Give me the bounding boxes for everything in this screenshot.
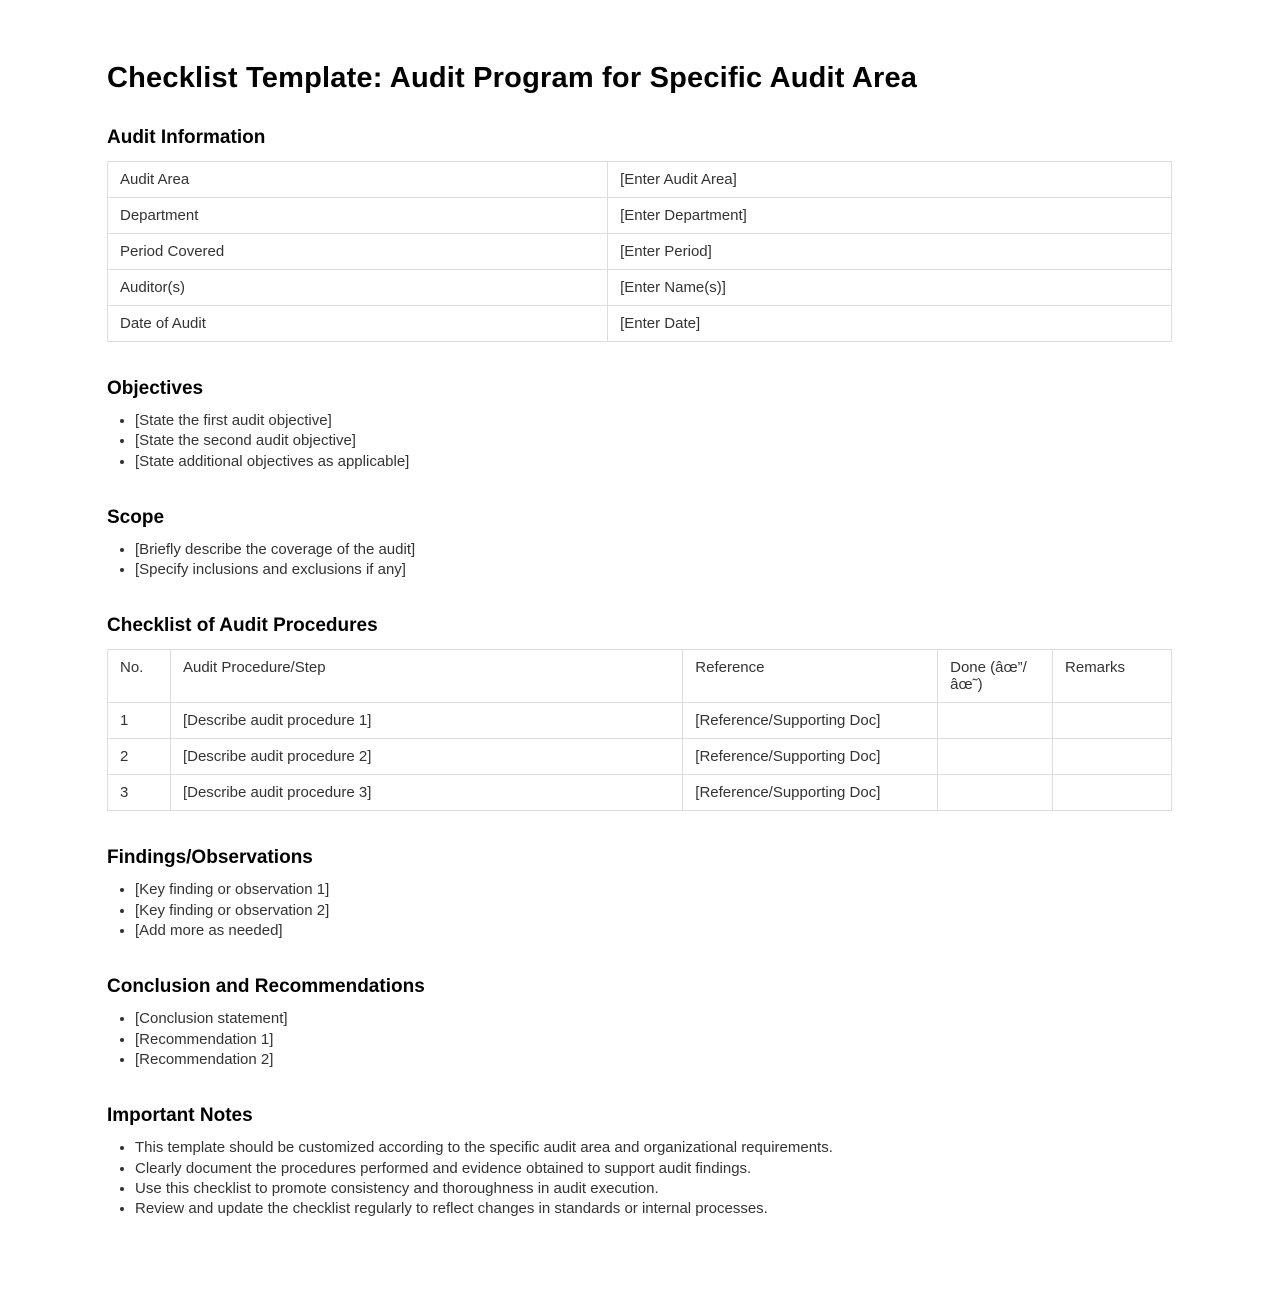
findings-list (107, 881, 1172, 940)
list-item: • Use this checklist to promote consistency and thoroughness in audit execution. (135, 1180, 1172, 1198)
info-value: [Enter Name(s)] (608, 270, 1172, 306)
section-audit-information (107, 127, 1172, 342)
cell-done (938, 739, 1053, 775)
list-item: • [State the first audit objective] (135, 412, 1172, 430)
list-item: • [Specify inclusions and exclusions if any] (135, 561, 1172, 579)
table-row (108, 198, 1172, 234)
list-item: • [Key finding or observation 1] (135, 881, 1172, 899)
cell-reference: [Reference/Supporting Doc] (683, 703, 938, 739)
cell-step: [Describe audit procedure 3] (170, 775, 682, 811)
column-header-no: No. (108, 650, 171, 703)
section-important-notes (107, 1105, 1172, 1218)
table-row (108, 162, 1172, 198)
table-row (108, 306, 1172, 342)
section-procedures (107, 615, 1172, 811)
audit-information-heading: Audit Information (107, 127, 266, 148)
info-label: Department (108, 198, 608, 234)
list-item: • This template should be customized according to the specific audit area and organizational requirements. (135, 1139, 1172, 1157)
scope-list (107, 541, 1172, 580)
column-header-reference: Reference (683, 650, 938, 703)
table-header-row (108, 650, 1172, 703)
objectives-heading: Objectives (107, 378, 204, 399)
list-item: • Review and update the checklist regularly to reflect changes in standards or internal processes. (135, 1200, 1172, 1218)
cell-remarks (1053, 739, 1172, 775)
cell-no: 2 (108, 739, 171, 775)
list-item: • [Conclusion statement] (135, 1010, 1172, 1028)
section-findings (107, 847, 1172, 940)
section-scope (107, 507, 1172, 580)
cell-step: [Describe audit procedure 1] (170, 703, 682, 739)
info-value: [Enter Department] (608, 198, 1172, 234)
conclusion-list (107, 1010, 1172, 1069)
info-label: Audit Area (108, 162, 608, 198)
table-row (108, 270, 1172, 306)
section-objectives (107, 378, 1172, 471)
column-header-done: Done (âœ”/âœ˜) (938, 650, 1053, 703)
list-item: • [Briefly describe the coverage of the audit] (135, 541, 1172, 559)
table-row (108, 703, 1172, 739)
cell-remarks (1053, 775, 1172, 811)
cell-done (938, 775, 1053, 811)
list-item: • [Add more as needed] (135, 922, 1172, 940)
cell-remarks (1053, 703, 1172, 739)
table-row (108, 739, 1172, 775)
info-label: Period Covered (108, 234, 608, 270)
cell-reference: [Reference/Supporting Doc] (683, 739, 938, 775)
info-value: [Enter Audit Area] (608, 162, 1172, 198)
table-row (108, 234, 1172, 270)
procedures-table (107, 649, 1172, 811)
list-item: • [Recommendation 1] (135, 1031, 1172, 1049)
important-notes-list (107, 1139, 1172, 1218)
list-item: • [Key finding or observation 2] (135, 902, 1172, 920)
cell-done (938, 703, 1053, 739)
info-label: Date of Audit (108, 306, 608, 342)
page-title: Checklist Template: Audit Program for Specific Audit Area (107, 62, 918, 94)
table-row (108, 775, 1172, 811)
scope-heading: Scope (107, 506, 165, 528)
audit-information-table (107, 161, 1172, 342)
list-item: • Clearly document the procedures performed and evidence obtained to support audit findings. (135, 1160, 1172, 1178)
cell-no: 3 (108, 775, 171, 811)
cell-no: 1 (108, 703, 171, 739)
findings-heading: Findings/Observations (107, 847, 313, 869)
column-header-remarks: Remarks (1053, 650, 1172, 703)
list-item: • [Recommendation 2] (135, 1051, 1172, 1069)
objectives-list (107, 412, 1172, 471)
list-item: • [State the second audit objective] (135, 432, 1172, 450)
important-notes-heading: Important Notes (107, 1105, 253, 1127)
cell-reference: [Reference/Supporting Doc] (683, 775, 938, 811)
info-value: [Enter Date] (608, 306, 1172, 342)
info-label: Auditor(s) (108, 270, 608, 306)
section-conclusion (107, 976, 1172, 1069)
cell-step: [Describe audit procedure 2] (170, 739, 682, 775)
column-header-step: Audit Procedure/Step (170, 650, 682, 703)
conclusion-heading: Conclusion and Recommendations (107, 976, 425, 998)
list-item: • [State additional objectives as applicable] (135, 453, 1172, 471)
info-value: [Enter Period] (608, 234, 1172, 270)
procedures-heading: Checklist of Audit Procedures (107, 615, 378, 637)
